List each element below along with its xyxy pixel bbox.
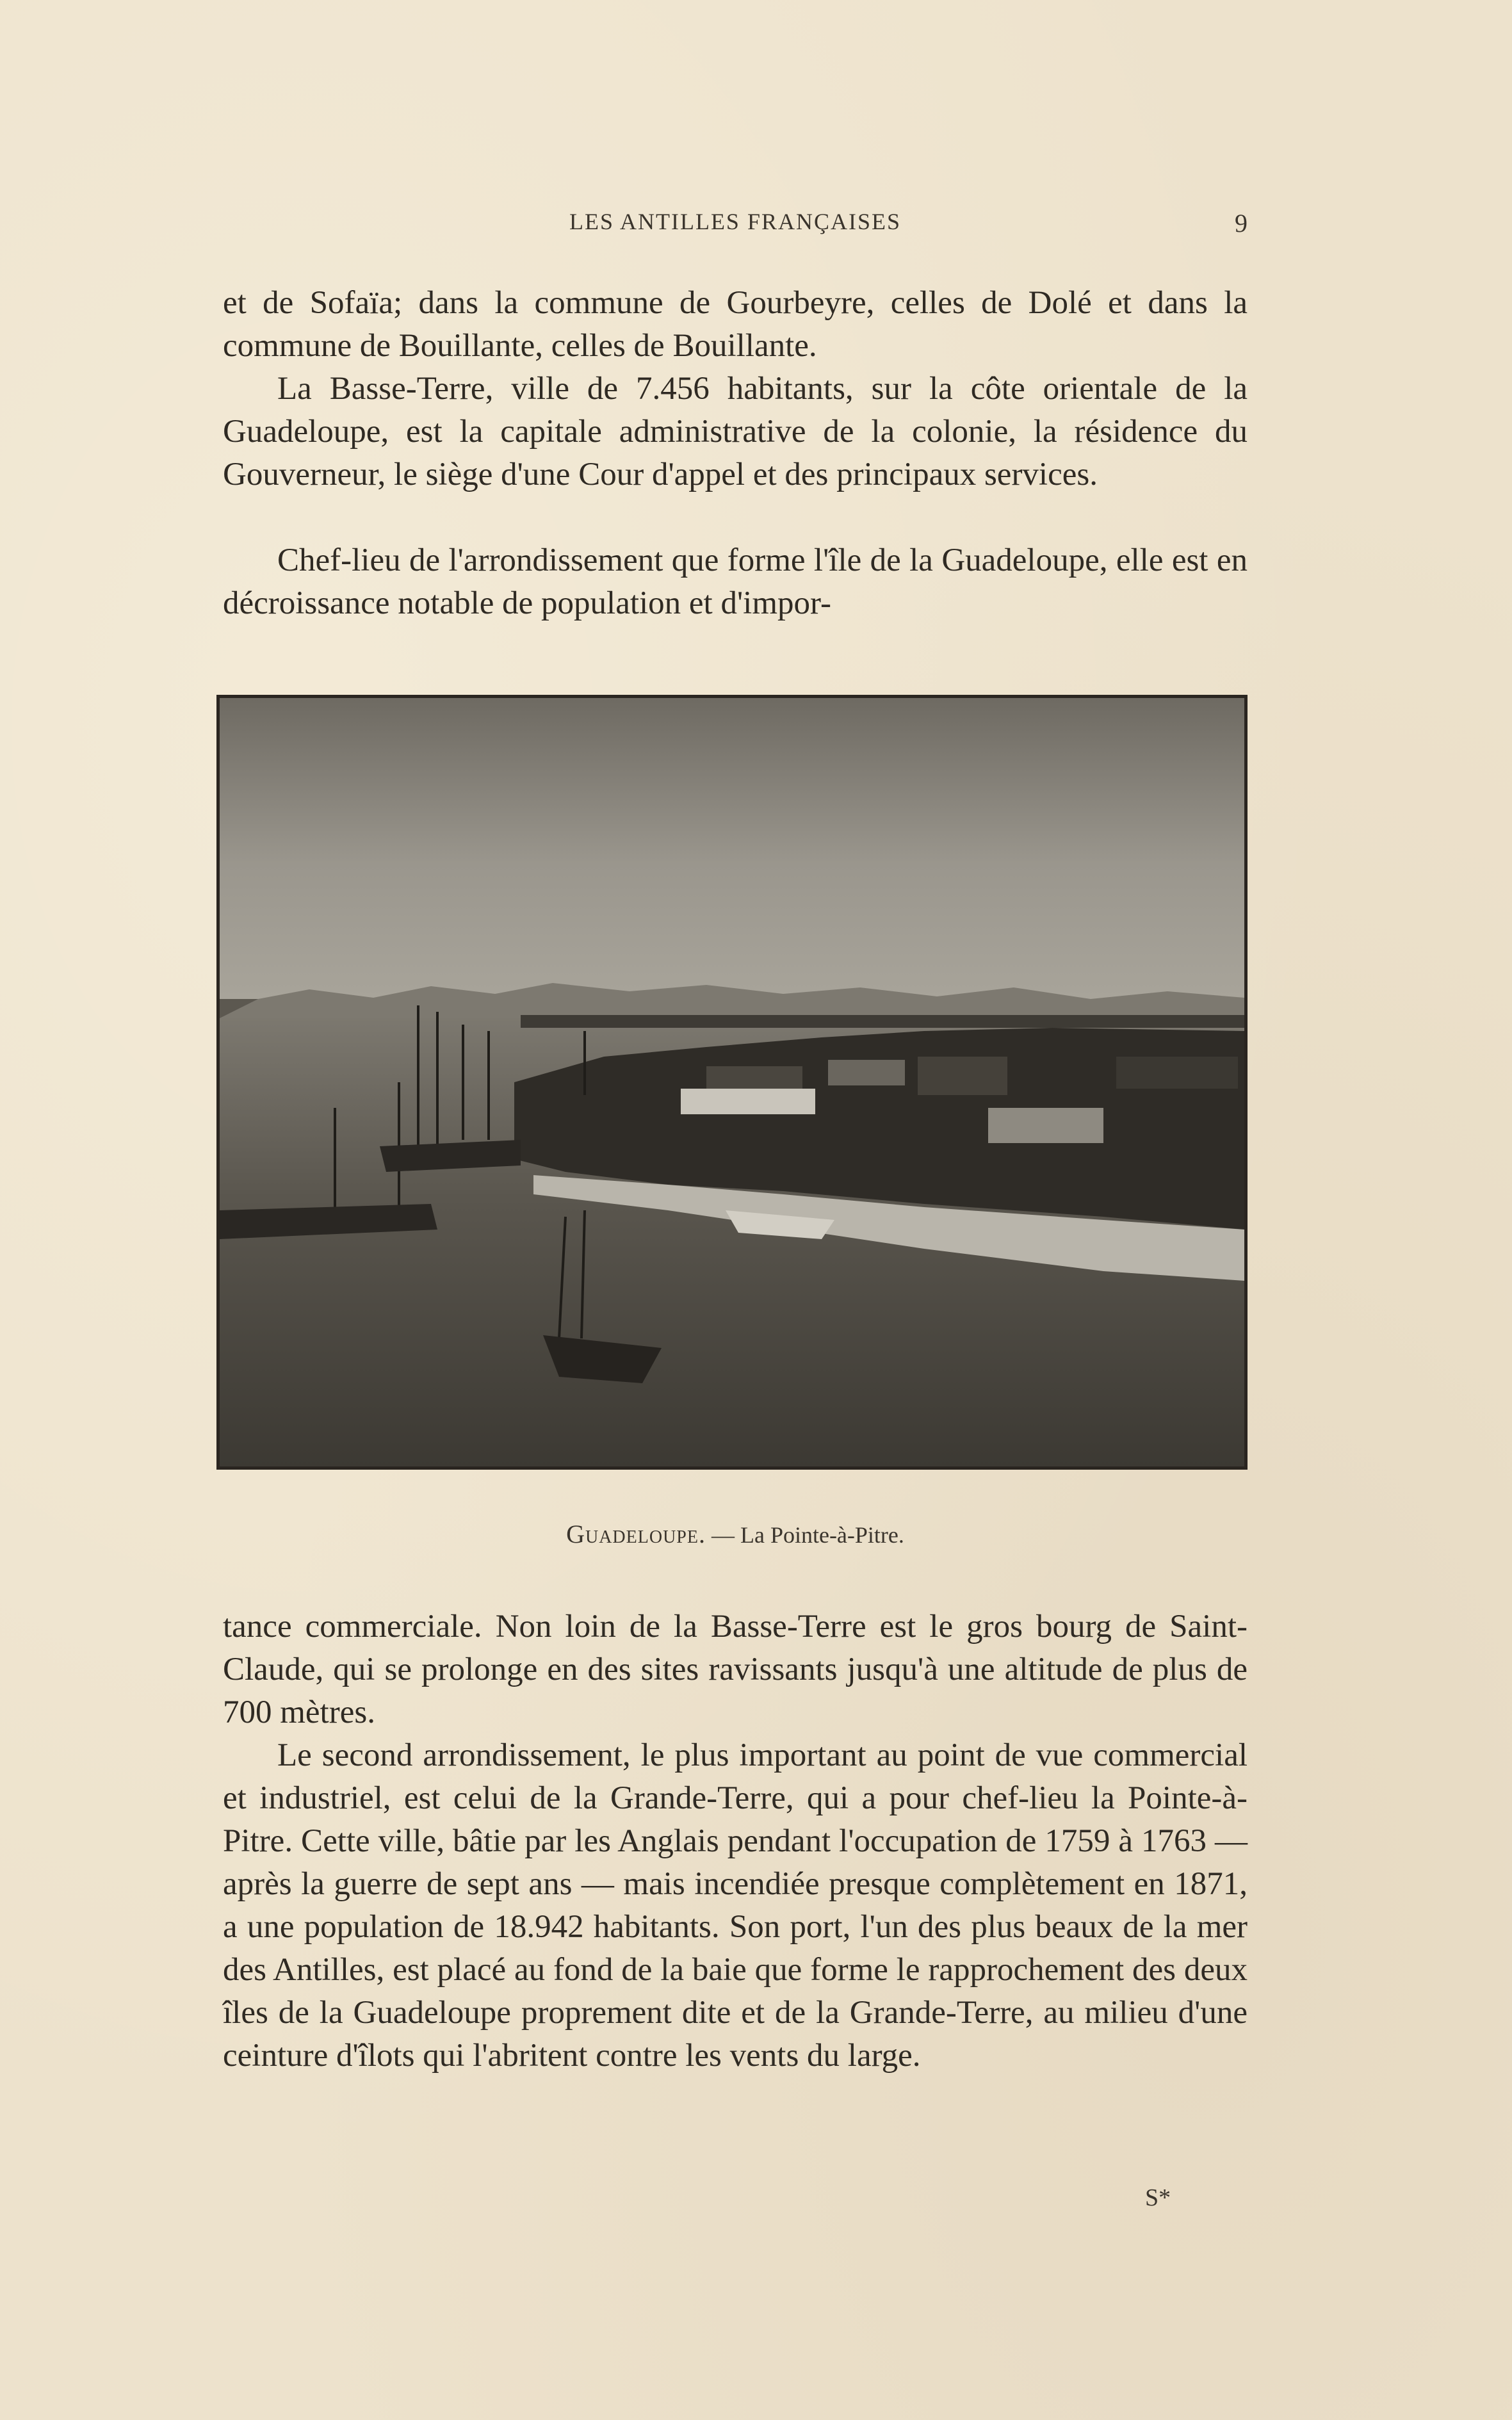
figure-caption: [223, 1519, 1248, 1549]
sky: [220, 698, 1244, 999]
caption-title: La Pointe-à-Pitre.: [740, 1522, 904, 1548]
building: [988, 1108, 1103, 1143]
running-title: LES ANTILLES FRANÇAISES: [569, 209, 902, 234]
building: [1116, 1057, 1238, 1089]
paragraph-2: La Basse-Terre, ville de 7.456 habitants, sur la côte orientale de la Guadeloupe, est la capitale administrative de la colonie, la résidence du Gouverneur, le siège d'une Cour d'appel et des principaux services.: [223, 371, 1248, 492]
paragraph-5: Le second arrondissement, le plus important au point de vue commercial et industriel, est celui de la Grande-Terre, qui a pour chef-lieu la Pointe-à-Pitre. Cette ville, bâtie par les Anglais pendant l'occupation de 1759 à 1763 — après la guerre de sept ans — mais incendiée presque complètement en 1871, a une population de 18.942 habitants. Son port, l'un des plus beaux de la mer des Antilles, est placé au fond de la baie que forme le rapprochement des deux îles de la Guadeloupe proprement dite et de la Grande-Terre, au milieu d'une ceinture d'îlots qui l'abritent contre les vents du large.: [223, 1737, 1248, 2074]
page-number: 9: [1235, 209, 1248, 238]
harbor-photo-illustration: [220, 698, 1244, 1466]
harbor-photograph: [216, 695, 1248, 1470]
caption-dash: —: [705, 1522, 740, 1548]
paragraph-1: et de Sofaïa; dans la commune de Gourbeyre, celles de Dolé et dans la commune de Bouillante, celles de Bouillante.: [223, 285, 1248, 364]
distant-shore: [521, 1015, 1244, 1028]
warehouse-roof: [681, 1089, 815, 1114]
building: [706, 1066, 802, 1089]
paragraph-3: Chef-lieu de l'arrondissement que forme l'île de la Guadeloupe, elle est en décroissance notable de population et d'impor-: [223, 542, 1248, 621]
running-head: [223, 208, 1248, 247]
paragraph-4: tance commerciale. Non loin de la Basse-Terre est le gros bourg de Saint-Claude, qui se prolonge en des sites ravissants jusqu'à une altitude de plus de 700 mètres.: [223, 1609, 1248, 1730]
building: [828, 1060, 905, 1085]
caption-place: Guadeloupe.: [566, 1520, 706, 1548]
building: [918, 1057, 1007, 1095]
signature-mark: S*: [1145, 2184, 1171, 2211]
